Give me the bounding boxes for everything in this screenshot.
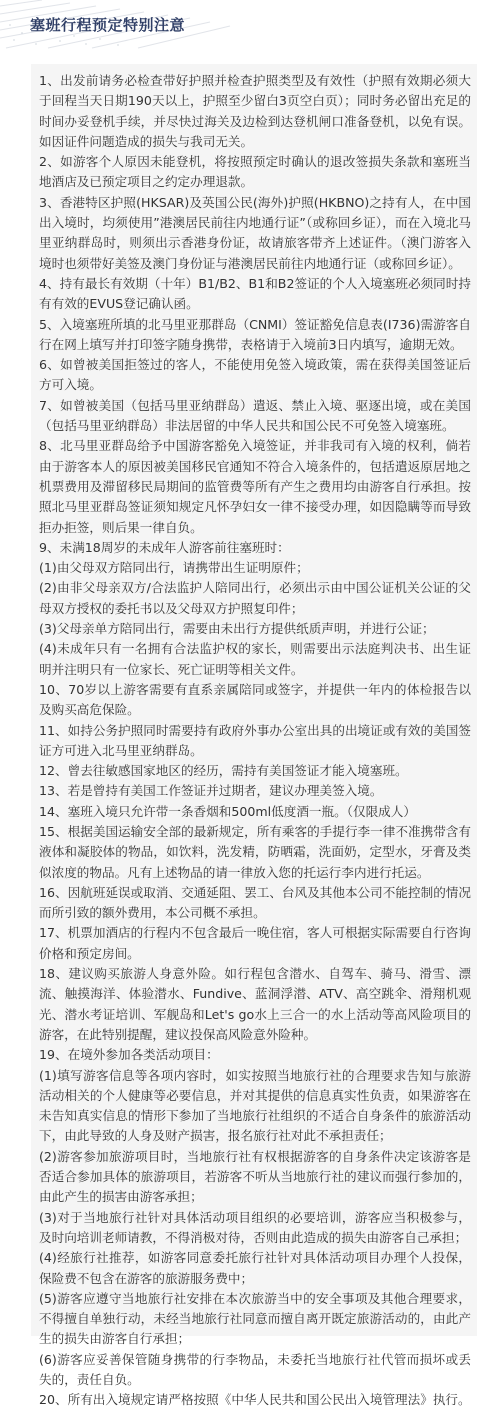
notice-item: 4、持有最长有效期（十年）B1/B2、B1和B2签证的个人入境塞班必须同时持有有效的EVUS登记确认函。	[39, 275, 471, 312]
notice-item: 19、在境外参加各类活动项目：	[39, 1047, 219, 1063]
notice-subitem: (1)由父母双方陪同出行，请携带出生证明原件；	[39, 560, 309, 576]
page-title: 塞班行程预定特别注意	[30, 16, 186, 34]
header-banner	[0, 0, 500, 48]
notice-subitem: (4)未成年只有一名拥有合法监护权的家长，则需要出示法庭判决书、出生证明并注明只有一位家长、死亡证明等相关文件。	[39, 641, 471, 677]
notice-item: 14、塞班入境只允许带一条香烟和500ml低度酒一瓶。（仅限成人）	[39, 803, 416, 819]
notice-item: 17、机票加酒店的行程内不包含最后一晚住宿，客人可根据实际需要自行咨询价格和预定房间。	[39, 925, 471, 961]
notice-item: 8、北马里亚群岛给予中国游客豁免入境签证，并非我司有入境的权利，倘若由于游客本人的原因被美国移民官通知不符合入境条件的，包括遣返原居地之机票费用及滞留移民局期间的监管费等所有产生之费用均由游客自行承担。按照北马里亚群岛签证须知规定凡怀孕妇女一律不接受办理，如因隐瞒等而导致拒办拒签，则后果一律自负。	[39, 438, 471, 535]
notice-item: 20、所有出入境规定请严格按照《中华人民共和国公民出入境管理法》执行。	[39, 1392, 471, 1408]
notice-item: 13、若是曾持有美国工作签证并过期者，建议办理美签入境。	[39, 783, 383, 799]
notice-subitem: (4)经旅行社推荐，如游客同意委托旅行社针对具体活动项目办理个人投保，保险费不包含在游客的旅游服务费中；	[39, 1250, 471, 1286]
notice-item: 5、入境塞班所填的北马里亚那群岛（CNMI）签证豁免信息表(I736)需游客自行在网上填写并打印签字随身携带，表格请于入境前3日内填写，逾期无效。	[39, 316, 471, 352]
notice-subitem: (2)由非父母亲双方/合法监护人陪同出行，必须出示由中国公证机关公证的父母双方授权的委托书以及父母双方护照复印件；	[39, 580, 471, 616]
notice-subitem: (5)游客应遵守当地旅行社安排在本次旅游当中的安全事项及其他合理要求，不得擅自单独行动，未经当地旅行社同意而擅自离开既定旅游活动的，由此产生的损失由游客自行承担；	[39, 1290, 471, 1347]
notice-subitem: (2)游客参加旅游项目时，当地旅行社有权根据游客的自身条件决定该游客是否适合参加具体的旅游项目，若游客不听从当地旅行社的建议而强行参加的，由此产生的损害由游客承担；	[39, 1148, 471, 1205]
notice-item: 11、如持公务护照同时需要持有政府外事办公室出具的出境证或有效的美国签证方可进入北马里亚纳群岛。	[39, 722, 471, 758]
notice-subitem: (3)对于当地旅行社针对具体活动项目组织的必要培训，游客应当积极参与，及时向培训老师请教，不得消极对待，否则由此造成的损失由游客自己承担；	[39, 1209, 471, 1245]
notice-item: 16、因航班延误或取消、交通延阻、罢工、台风及其他本公司不能控制的情况而所引致的额外费用，本公司概不承担。	[39, 884, 471, 921]
notice-item: 1、出发前请务必检查带好护照并检查护照类型及有效性（护照有效期必须大于回程当天日期190天以上，护照至少留白3页空白页）；同时务必留出充足的时间办妥登机手续，并尽快过海关及边检到达登机闸口准备登机，以免有误。如因证件问题造成的损失与我司无关。	[39, 73, 471, 149]
notice-subitem: (6)游客应妥善保管随身携带的行李物品，未委托当地旅行社代管而损坏或丢失的，责任自负。	[39, 1351, 471, 1387]
notice-subitem: (3)父母亲单方陪同出行，需要由未出行方提供纸质声明，并进行公证；	[39, 621, 435, 637]
notice-item: 18、建议购买旅游人身意外险。如行程包含潜水、自驾车、骑马、滑雪、漂流、触摸海洋、体验潜水、Fundive、蓝洞浮潜、ATV、高空跳伞、滑翔机观光、潜水考证培训、军舰岛和Let's go水上三合一的水上活动等高风险项目的游客，在此特别提醒，建议投保高风险意外险种。	[39, 966, 471, 1042]
notice-content	[31, 64, 477, 1408]
notice-item: 2、如游客个人原因未能登机，将按照预定时确认的退改签损失条款和塞班当地酒店及已预定项目之约定办理退款。	[39, 154, 471, 190]
notice-item: 7、如曾被美国（包括马里亚纳群岛）遣返、禁止入境、驱逐出境，或在美国（包括马里亚纳群岛）非法居留的中华人民共和国公民不可免签入境塞班。	[39, 397, 471, 434]
notice-item: 9、未满18周岁的未成年人游客前往塞班时：	[39, 539, 290, 555]
notice-item: 10、70岁以上游客需要有直系亲属陪同或签字，并提供一年内的体检报告以及购买高危保险。	[39, 681, 471, 718]
notice-item: 3、香港特区护照(HKSAR)及英国公民(海外)护照(HKBNO)之持有人，在中国出入境时，均须使用”港澳居民前往内地通行证”（或称回乡证），而在入境北马里亚纳群岛时，则须出示香港身份证，故请旅客带齐上述证件。（澳门游客入境时也须带好美签及澳门身份证与港澳居民前往内地通行证（或称回乡证）。	[39, 194, 471, 271]
notice-item: 6、如曾被美国拒签过的客人，不能使用免签入境政策，需在获得美国签证后方可入境。	[39, 357, 471, 393]
notice-subitem: (1)填写游客信息等各项内容时，如实按照当地旅行社的合理要求告知与旅游活动相关的个人健康等必要信息，并对其提供的信息真实性负责，如果游客在未告知真实信息的情形下参加了当地旅行社组织的不适合自身条件的旅游活动下，由此导致的人身及财产损害，报名旅行社对此不承担责任；	[39, 1067, 471, 1144]
notice-item: 15、根据美国运输安全部的最新规定，所有乘客的手提行李一律不准携带含有液体和凝胶体的物品，如饮料，洗发精，防晒霜，洗面奶，定型水，牙膏及类似浓度的物品。凡有上述物品的请一律放入您的托运行李内进行托运。	[39, 823, 471, 880]
notice-item: 12、曾去往敏感国家地区的经历，需持有美国签证才能入境塞班。	[39, 763, 408, 779]
